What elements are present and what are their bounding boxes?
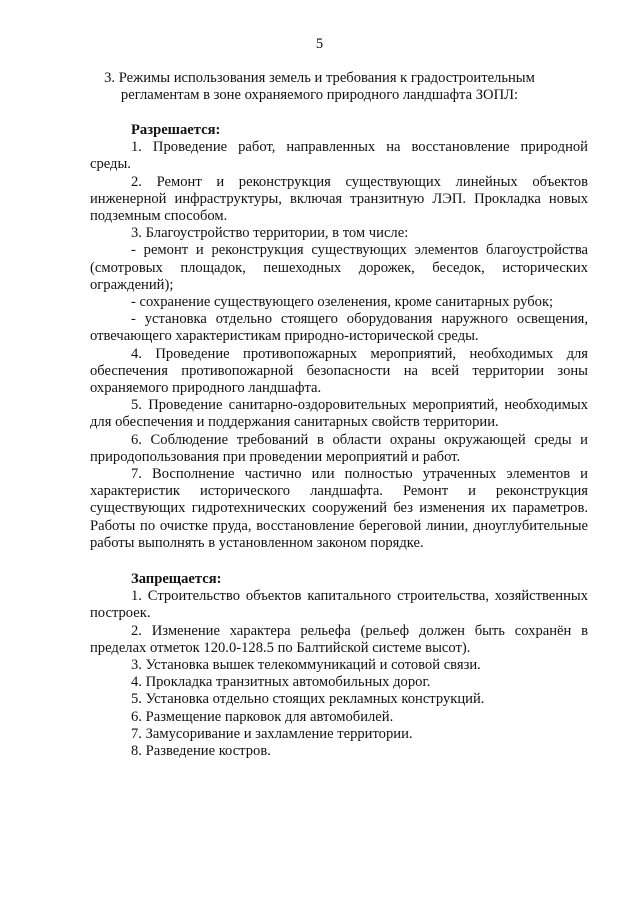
forbidden-item: 7. Замусоривание и захламление территории. bbox=[131, 725, 413, 742]
allowed-subitem: - ремонт и реконструкция существующих элементов благоустройства (смотровых площадок, пешеходных дорожек, беседок, исторических ограждений); bbox=[90, 242, 588, 293]
section-title-line-2: регламентам в зоне охраняемого природного ландшафта ЗОПЛ: bbox=[120, 87, 519, 104]
forbidden-section bbox=[90, 571, 588, 760]
allowed-item: 5. Проведение санитарно-оздоровительных мероприятий, необходимых для обеспечения и поддержания санитарных свойств территории. bbox=[90, 397, 588, 431]
allowed-subitem: - сохранение существующего озеленения, кроме санитарных рубок; bbox=[131, 294, 554, 311]
forbidden-heading: Запрещается: bbox=[131, 571, 222, 587]
allowed-item: 6. Соблюдение требований в области охраны окружающей среды и природопользования при проведении мероприятий и работ. bbox=[90, 431, 588, 465]
allowed-item: 3. Благоустройство территории, в том числе: bbox=[131, 225, 409, 242]
allowed-section bbox=[90, 122, 588, 552]
forbidden-item: 4. Прокладка транзитных автомобильных дорог. bbox=[131, 674, 431, 691]
page-number: 5 bbox=[315, 36, 324, 52]
allowed-item: 2. Ремонт и реконструкция существующих линейных объектов инженерной инфраструктуры, включая транзитную ЛЭП. Прокладка новых подземным способом. bbox=[90, 173, 588, 225]
forbidden-item: 5. Установка отдельно стоящих рекламных конструкций. bbox=[131, 691, 485, 708]
allowed-item: 4. Проведение противопожарных мероприятий, необходимых для обеспечения противопожарной безопасности на всей территории зоны охраняемого природного ландшафта. bbox=[90, 345, 588, 397]
forbidden-item: 2. Изменение характера рельефа (рельеф должен быть сохранён в пределах отметок 120.0-128.5 по Балтийской системе высот). bbox=[90, 622, 588, 656]
allowed-item: 7. Восполнение частично или полностью утраченных элементов и характеристик исторического ландшафта. Ремонт и реконструкция существующих гидротехнических сооружений без изменения их параметров. Работы по очистке пруда, восстановление береговой линии, дноуглубительные работы выполнять в установленном законом порядке. bbox=[90, 466, 588, 551]
forbidden-item: 3. Установка вышек телекоммуникаций и сотовой связи. bbox=[131, 657, 481, 674]
allowed-subitem: - установка отдельно стоящего оборудования наружного освещения, отвечающего характеристикам природно-исторической среды. bbox=[90, 311, 588, 345]
allowed-item: 1. Проведение работ, направленных на восстановление природной среды. bbox=[90, 139, 588, 173]
forbidden-item: 6. Размещение парковок для автомобилей. bbox=[131, 708, 394, 725]
forbidden-item: 8. Разведение костров. bbox=[131, 743, 271, 760]
forbidden-item: 1. Строительство объектов капитального строительства, хозяйственных построек. bbox=[90, 588, 588, 622]
section-title bbox=[0, 70, 639, 104]
allowed-heading: Разрешается: bbox=[131, 122, 221, 138]
section-title-line-1: 3. Режимы использования земель и требования к градостроительным bbox=[104, 70, 535, 86]
